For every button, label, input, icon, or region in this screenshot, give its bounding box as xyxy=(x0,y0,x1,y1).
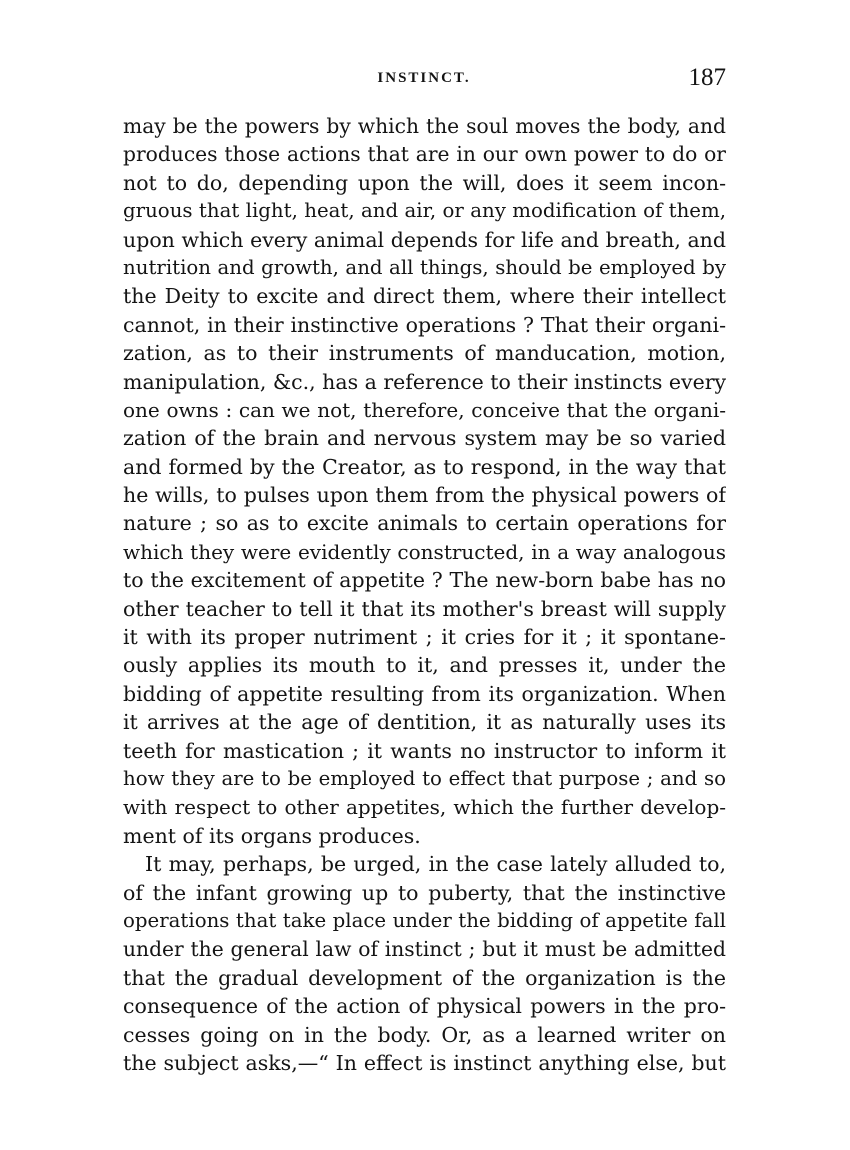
text-line: how they are to be employed to effect that purpose ; and so xyxy=(123,766,726,790)
text-line: cannot, in their instinctive operations ? That their organi- xyxy=(123,312,726,337)
text-line: of the infant growing up to puberty, that the instinctive xyxy=(123,880,726,905)
text-line: under the general law of instinct ; but it must be admitted xyxy=(123,937,726,962)
text-line: the subject asks,—“ In effect is instinct anything else, but xyxy=(123,1050,726,1075)
text-line: not to do, depending upon the will, does it seem incon- xyxy=(123,170,726,195)
text-line: with respect to other appetites, which the further develop- xyxy=(123,795,726,820)
running-title: INSTINCT. xyxy=(377,70,471,86)
text-line: teeth for mastication ; it wants no instructor to inform it xyxy=(123,738,726,763)
text-line: operations that take place under the bidding of appetite fall xyxy=(123,908,726,932)
body-text xyxy=(123,112,726,1077)
text-line: and formed by the Creator, as to respond, in the way that xyxy=(123,454,726,479)
text-line: may be the powers by which the soul moves the body, and xyxy=(123,114,726,138)
text-line: the Deity to excite and direct them, where their intellect xyxy=(123,284,726,309)
text-line: cesses going on in the body. Or, as a learned writer on xyxy=(123,1022,726,1047)
text-line: to the excitement of appetite ? The new-born babe has no xyxy=(123,568,726,593)
text-line: it with its proper nutriment ; it cries for it ; it spontane- xyxy=(123,625,726,650)
text-line: manipulation, &c., has a reference to their instincts every xyxy=(123,369,726,394)
text-line: nutrition and growth, and all things, should be employed by xyxy=(123,255,726,279)
text-line: that the gradual development of the organization is the xyxy=(123,965,726,990)
text-line: he wills, to pulses upon them from the physical powers of xyxy=(123,483,726,508)
text-line: one owns : can we not, therefore, conceive that the organi- xyxy=(123,397,726,422)
text-line: other teacher to tell it that its mother's breast will supply xyxy=(123,596,726,621)
paragraph-2 xyxy=(123,850,726,1077)
text-line: ment of its organs produces. xyxy=(123,823,421,848)
running-head xyxy=(122,62,726,96)
text-line: It may, perhaps, be urged, in the case lately alluded to, xyxy=(145,852,726,877)
text-line: it arrives at the age of dentition, it as naturally uses its xyxy=(123,710,726,735)
text-line: produces those actions that are in our own power to do or xyxy=(123,142,726,167)
text-line: ously applies its mouth to it, and presses it, under the xyxy=(123,653,726,678)
text-line: zation, as to their instruments of manducation, motion, xyxy=(123,341,726,366)
text-line: which they were evidently constructed, in a way analogous xyxy=(123,539,726,564)
text-line: zation of the brain and nervous system may be so varied xyxy=(123,426,726,451)
text-line: bidding of appetite resulting from its organization. When xyxy=(123,681,726,706)
page-number: 187 xyxy=(688,64,726,91)
text-line: nature ; so as to excite animals to certain operations for xyxy=(123,511,726,536)
text-line: upon which every animal depends for life and breath, and xyxy=(123,227,726,252)
text-line: gruous that light, heat, and air, or any modification of them, xyxy=(123,199,726,223)
paragraph-1 xyxy=(123,112,726,850)
text-line: consequence of the action of physical powers in the pro- xyxy=(123,994,726,1019)
